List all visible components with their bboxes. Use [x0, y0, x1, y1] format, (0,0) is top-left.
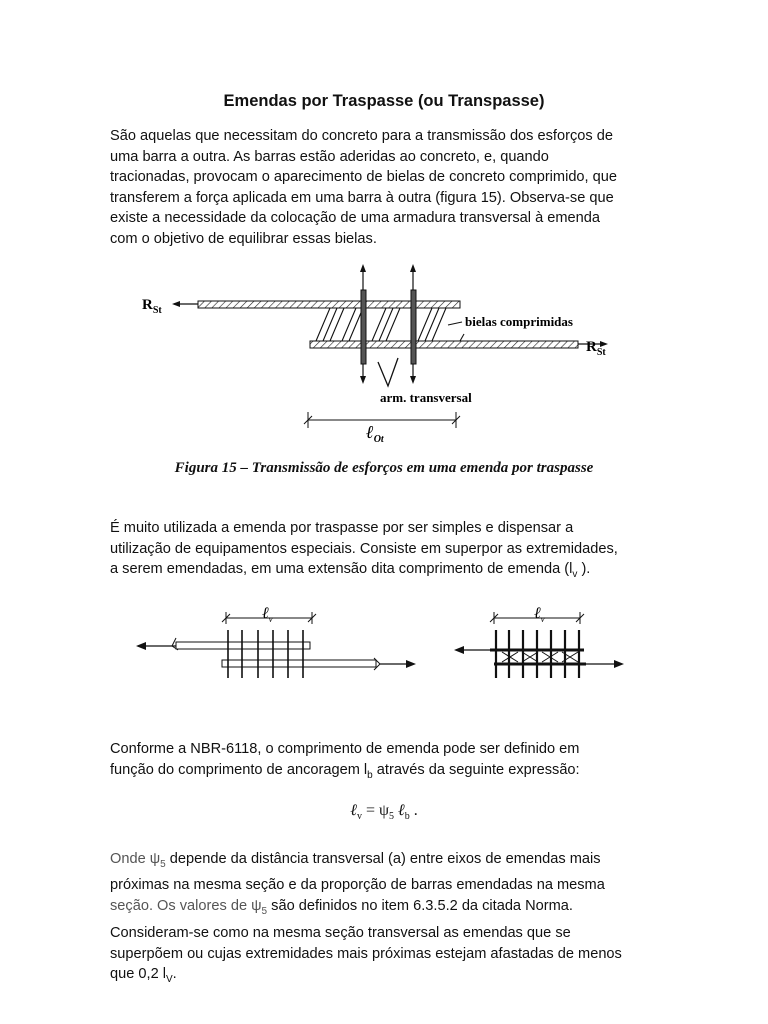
text-line: função do comprimento de ancoragem $l_b$ através da seguinte expressão:: [110, 761, 580, 781]
paragraph-psi5: [110, 849, 670, 922]
text-line: transferem a força aplicada em uma barra à outra (figura 15). Observa-se que: [110, 189, 614, 206]
upper-bar: [176, 642, 310, 649]
figure-15-caption: Figura 15 – Transmissão de esforços em uma emenda por traspasse: [174, 460, 594, 476]
top-bar: [198, 301, 460, 308]
text-line: Conforme a NBR-6118, o comprimento de emenda pode ser definido em: [110, 741, 580, 757]
arrow-up-icon: [360, 264, 366, 272]
paragraph-intro: [110, 126, 670, 249]
document-title: Emendas por Traspasse (ou Transpasse): [223, 92, 545, 110]
figure-15-diagram: [130, 262, 630, 447]
text-line: seção. Os valores de $\psi_5$ são definidos no item 6.3.5.2 da citada Norma.: [110, 897, 573, 917]
text-line: É muito utilizada a emenda por traspasse por ser simples e dispensar a: [110, 520, 574, 536]
splice-schematic-right: [454, 605, 624, 678]
arrow-right-icon: [614, 660, 624, 668]
text-line: São aquelas que necessitam do concreto para a transmissão dos esforços de: [110, 128, 613, 144]
lower-bar: [222, 660, 376, 667]
arrow-left-icon: [136, 642, 146, 650]
rst-label-left: $R_{St}$: [142, 297, 162, 316]
text-line: existe a necessidade da colocação de uma armadura transversal à emenda: [110, 210, 600, 226]
splice-schematic-diagram: [130, 604, 630, 684]
formula-lv: ℓ$_v$ = $\psi_5$ ℓ$_b$ .: [350, 802, 418, 823]
text-line: superpõem ou cujas extremidades mais próximas estejam afastadas de menos: [110, 945, 622, 962]
lv-label: ℓ$_v$: [534, 605, 545, 624]
text-line: a serem emendadas, em uma extensão dita comprimento de emenda ($l_v$ ).: [110, 561, 591, 580]
bielas-label: bielas comprimidas: [465, 314, 573, 329]
text-line: Onde $\psi_5$ depende da distância transversal (a) entre eixos de emendas mais: [110, 851, 601, 870]
text-line: próximas na mesma seção e da proporção de barras emendadas na mesma: [110, 877, 605, 894]
bottom-bar: [310, 341, 578, 348]
transverse-bar: [411, 290, 416, 364]
arrow-down-icon: [410, 376, 416, 384]
text-line: tracionadas, provocam o aparecimento de bielas de concreto comprimido, que: [110, 169, 618, 185]
arrow-right-icon: [406, 660, 416, 668]
text-line: utilização de equipamentos especiais. Consiste em superpor as extremidades,: [110, 540, 618, 557]
text-line: uma barra a outra. As barras estão aderidas ao concreto, e, quando: [110, 148, 549, 165]
lv-label: ℓ$_v$: [262, 605, 273, 624]
arrow-down-icon: [360, 376, 366, 384]
text-line: que 0,2 $l_V$.: [110, 966, 177, 985]
arrow-left-icon: [172, 301, 180, 307]
v-mark: [378, 358, 398, 386]
text-line: Consideram-se como na mesma seção transversal as emendas que se: [110, 925, 571, 941]
bielas-struts: [316, 308, 464, 341]
arrow-up-icon: [410, 264, 416, 272]
splice-schematic-left: [136, 605, 416, 678]
rst-label-right: $R_{St}$: [586, 339, 606, 358]
text-line: com o objetivo de equilibrar essas bielas.: [110, 230, 377, 247]
transverse-bar: [361, 290, 366, 364]
paragraph-emenda: [110, 518, 670, 585]
paragraph-mesma-secao: [110, 923, 670, 990]
arrow-left-icon: [454, 646, 464, 654]
lot-label: ℓ$_{Ot}$: [366, 422, 384, 445]
paragraph-nbr: [110, 739, 670, 786]
arm-transversal-label: arm. transversal: [380, 390, 472, 405]
